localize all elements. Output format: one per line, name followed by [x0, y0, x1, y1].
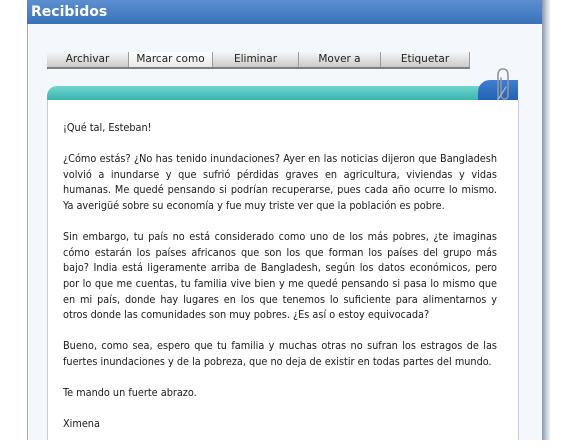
move-to-button[interactable]: Mover a	[299, 52, 381, 67]
mark-as-button[interactable]: Marcar como	[129, 52, 213, 67]
window-title: Recibidos	[27, 0, 542, 24]
label-button[interactable]: Etiquetar	[381, 52, 470, 67]
archive-button[interactable]: Archivar	[47, 52, 129, 67]
message-closing: Te mando un fuerte abrazo.	[63, 386, 197, 400]
mail-toolbar	[47, 52, 470, 69]
delete-button[interactable]: Eliminar	[213, 52, 299, 67]
message-paragraph: Sin embargo, tu país no está considerado como uno de los más pobres, ¿te imaginas cómo estarán los países africanos que son los que forman los países del grupo más bajo? India está ligeramente arriba de Bangladesh, según los datos económicos, pero por lo que me cuentas, tu familia vive bien y me quedé pensando si pasa lo mismo que en mi país, donde hay lugares en los que tenemos lo suficiente para alimentarnos y otros donde las comunidades son muy pobres. ¿Es así o estoy equivocada?	[63, 230, 497, 322]
window-edge	[542, 0, 550, 440]
message-greeting: ¡Qué tal, Esteban!	[63, 121, 152, 134]
message-paragraph: ¿Cómo estás? ¿No has tenido inundaciones? Ayer en las noticias dijeron que Bangladesh volvió a inundarse y que sufrió pérdidas graves en agricultura, viviendas y vidas humanas. Me quedé pensando si podrían recuperarse, pues cada año ocurre lo mismo. Ya averigüé sobre su economía y fue muy triste ver que la población es pobre.	[63, 152, 497, 212]
message-text	[63, 120, 497, 447]
message-header-band	[47, 86, 517, 100]
message-signature: Ximena	[63, 417, 100, 431]
message-body	[47, 100, 519, 440]
paperclip-icon[interactable]	[490, 65, 514, 105]
message-paragraph: Bueno, como sea, espero que tu familia y muchas otras no sufran los estragos de las fuertes inundaciones y de la pobreza, que no deja de existir en todas partes del mundo.	[63, 339, 497, 368]
